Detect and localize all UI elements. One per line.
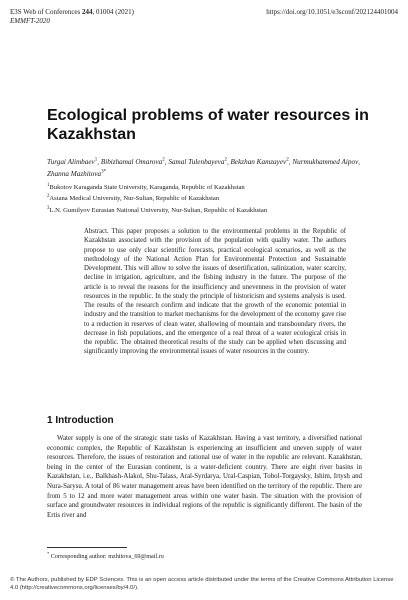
running-header bbox=[10, 8, 398, 26]
section-heading: 1 Introduction bbox=[47, 415, 114, 426]
section-body: Water supply is one of the strategic state tasks of Kazakhstan. Having a vast territory, a diversified national economic complex, the Republic of Kazakhstan is experiencing an insufficient and uneven supply of water resources. Therefore, the issues of restoration and rational use of water in the republic are relevant. Kazakhstan, being in the center of the Eurasian continent, is a water-deficient country. There are eight river basins in Kazakhstan, i.e., Balkhash-Alakol, Shu-Talass, Aral-Syrdarya, Ural-Caspian, Tobol-Torgaysky, Ishim, Irtysh and Nura-Sarysu. A total of 86 water management areas have been identified on the territory of the republic. There are from 5 to 12 and more water management areas within one water basin. The situation with the provision of surface and groundwater resources in individual regions of the republic is significantly different. The basin of the Ertis river and bbox=[47, 435, 362, 519]
abstract-text: This paper proposes a solution to the environmental problems in the Republic of Kazakhstan associated with the provision of the population with quality water. The authors propose to use only clear scientific forecasts, practical ecological scenarios, as well as the methodology of the National Action Plan for Environmental Protection and Sustainable Development. This will allow to solve the issues of desertification, salinization, water scarcity, decline in irrigation, agriculture, and the fishing industry in the future. The purpose of the article is to reveal the reasons for the insufficiency and unevenness in the provision of water resources in the republic. In the study the principle of historicism and systems analysis is used. The results of the research confirm and indicate that the growth of the economic potential in industry and the transition to market mechanisms for the development of the economy gave rise to a reduction in reserves of clean water, shallowing of mountain and transboundary rivers, the decrease in fish populations, and the emergence of a real threat of a water ecological crisis in the republic. The obtained theoretical results of the study can be applied when discussing and significantly improving the environmental issues of water resources in the country. bbox=[84, 228, 346, 356]
license-notice: © The Authors, published by EDP Sciences. This is an open access article distributed under the terms of the Creative Commons Attribution License 4.0 (http://creativecommons.org/licenses/by/4.0/). bbox=[10, 577, 394, 591]
author: Turgai Alimbaev$^1$ bbox=[47, 158, 98, 167]
conference-name: EMMFT-2020 bbox=[10, 17, 50, 25]
doi-link[interactable]: https://doi.org/10.1051/e3sconf/202124401004 bbox=[266, 8, 398, 16]
affiliation: $^3$L.N. Gumilyov Eurasian National University, Nur-Sultan, Republic of Kazakhstan bbox=[47, 205, 268, 214]
author: Bekzhan Kamzayev$^2$ bbox=[230, 158, 289, 167]
author: Samal Tulenbayeva$^2$ bbox=[168, 158, 227, 167]
abstract bbox=[84, 227, 346, 357]
affiliation-list bbox=[47, 181, 377, 215]
abstract-label: Abstract. bbox=[84, 228, 109, 235]
affiliation: $^1$Bukotov Karaganda State University, Karaganda, Republic of Kazakhstan bbox=[47, 183, 245, 192]
footnote-divider bbox=[47, 547, 127, 548]
author: Nurmukhammed Aipov bbox=[292, 158, 359, 167]
author: Bibizhamal Omarova$^2$ bbox=[100, 158, 165, 167]
affiliation: $^2$Astana Medical University, Nur-Sultan, Republic of Kazakhstan bbox=[47, 194, 220, 203]
paper-title: Ecological problems of water resources in Kazakhstan bbox=[47, 107, 369, 143]
corresponding-author-footnote: * Corresponding author: mzhitova_69@mail.ru bbox=[47, 551, 164, 561]
journal-citation: E3S Web of Conferences 244, 01004 (2021) bbox=[10, 8, 134, 16]
author-list: Turgai Alimbaev$^1$, Bibizhamal Omarova$^2$, Samal Tulenbayeva$^2$, Bekzhan Kamzayev$^2$, Nurmukhammed Aipov, Zhanna Mazhitova$^{3*}$ bbox=[47, 158, 361, 178]
author: Zhanna Mazhitova$^{3*}$ bbox=[47, 169, 107, 178]
